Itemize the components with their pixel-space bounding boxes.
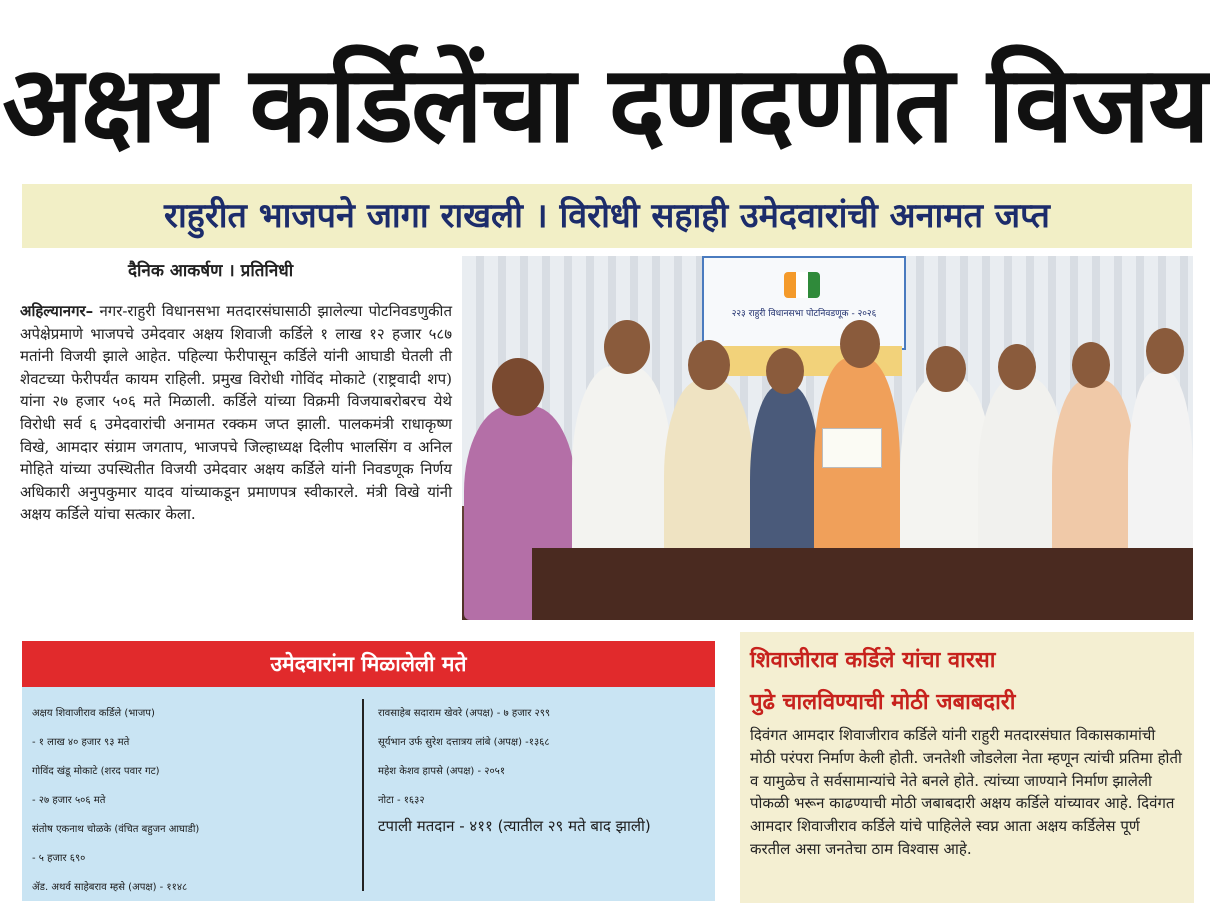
vote-line: - १ लाख ४० हजार ९३ मते xyxy=(32,737,130,748)
person-head xyxy=(926,346,966,392)
votes-right-column xyxy=(378,699,708,837)
votes-divider xyxy=(362,699,364,891)
votes-title: उमेदवारांना मिळालेली मते xyxy=(22,641,715,687)
legacy-box xyxy=(740,632,1194,903)
photo-banner-text: २२३ राहुरी विधानसभा पोटनिवडणूक - २०२६ xyxy=(731,309,877,319)
legacy-heading: शिवाजीराव कर्डिले यांचा वारसा xyxy=(750,648,996,673)
person-head xyxy=(998,344,1036,390)
person-head xyxy=(766,348,804,394)
person-head xyxy=(492,358,544,416)
dateline: अहिल्यानगर– xyxy=(20,302,94,320)
vote-line: - ५ हजार ६९० xyxy=(32,853,86,864)
vote-line: संतोष एकनाथ चोळके (वंचित बहुजन आघाडी) xyxy=(32,824,200,835)
vote-line: अक्षय शिवाजीराव कर्डिले (भाजप) xyxy=(32,708,155,719)
person-head xyxy=(1146,328,1184,374)
election-logo-icon xyxy=(784,272,820,298)
vote-line: सूर्यभान उर्फ सुरेश दत्तात्रय लांबे (अपक्ष) -१३६८ xyxy=(378,737,550,748)
vote-line: - २७ हजार ५०६ मते xyxy=(32,795,106,806)
person-head xyxy=(688,340,730,390)
person-head xyxy=(840,320,880,368)
legacy-subheading: पुढे चालविण्याची मोठी जबाबदारी xyxy=(750,690,1016,715)
subheadline-bar xyxy=(22,184,1192,248)
vote-line: महेश केशव हापसे (अपक्ष) - २०५१ xyxy=(378,766,506,777)
photo-table xyxy=(532,548,1193,620)
subheadline: राहुरीत भाजपने जागा राखली । विरोधी सहाही उमेदवारांची अनामत जप्त xyxy=(164,196,1050,236)
vote-line: रावसाहेब सदाराम खेवरे (अपक्ष) - ७ हजार २९९ xyxy=(378,708,551,719)
event-photo xyxy=(462,256,1193,620)
votes-box xyxy=(22,641,715,901)
vote-line: ॲड. अथर्व साहेबराव म्हसे (अपक्ष) - ११४८ xyxy=(32,882,188,893)
vote-line: गोविंद खंडू मोकाटे (शरद पवार गट) xyxy=(32,766,160,777)
votes-left-column xyxy=(32,699,358,902)
story-body: नगर-राहुरी विधानसभा मतदारसंघासाठी झालेल्या पोटनिवडणुकीत अपेक्षेप्रमाणे भाजपचे उमेदवार अक्षय शिवाजी कर्डिले १ लाख १२ हजार ५८७ मतांनी विजयी झाले आहेत. पहिल्या फेरीपासून कर्डिले यांनी आघाडी घेतली ती शेवटच्या फेरीपर्यंत कायम राहिली. प्रमुख विरोधी गोविंद मोकाटे (राष्ट्रवादी शप) यांना २७ हजार ५०६ मते मिळाली. कर्डिले यांच्या विक्रमी विजयाबरोबरच येथे विरोधी सर्व ६ उमेदवारांची अनामत रक्कम जप्त झाली. पालकमंत्री राधाकृष्ण विखे, आमदार संग्राम जगताप, भाजपचे जिल्हाध्यक्ष दिलीप भालसिंग व अनिल मोहिते यांच्या उपस्थितीत विजयी उमेदवार अक्षय कर्डिले यांनी निवडणूक निर्णय अधिकारी अनुपकुमार यादव यांच्याकडून प्रमाणपत्र स्वीकारले. मंत्री विखे यांनी अक्षय कर्डिले यांचा सत्कार केला. xyxy=(20,302,452,524)
legacy-text: दिवंगत आमदार शिवाजीराव कर्डिले यांनी राहुरी मतदारसंघात विकासकामांची मोठी परंपरा निर्माण केली होती. जनतेशी जोडलेला नेता म्हणून त्यांची प्रतिमा होती व यामुळेच ते सर्वसामान्यांचे नेते बनले होते. त्यांच्या जाण्याने निर्माण झालेली पोकळी भरून काढण्याची मोठी जबाबदारी अक्षय कर्डिले यांच्यावर आहे. दिवंगत आमदार शिवाजीराव कर्डिले यांचे पाहिलेले स्वप्न आता अक्षय कर्डिलेस पूर्ण करतील असा जनतेचा ठाम विश्वास आहे. xyxy=(750,726,1182,858)
headline: अक्षय कर्डिलेंचा दणदणीत विजय xyxy=(2,43,1208,166)
person-head xyxy=(604,320,650,374)
person-head xyxy=(1072,342,1110,388)
certificate xyxy=(822,428,882,468)
vote-line: टपाली मतदान - ४११ (त्यातील २९ मते बाद झाली) xyxy=(378,817,651,835)
story-text xyxy=(20,300,452,526)
byline: दैनिक आकर्षण । प्रतिनिधी xyxy=(128,261,294,281)
vote-line: नोटा - १६३२ xyxy=(378,795,425,806)
